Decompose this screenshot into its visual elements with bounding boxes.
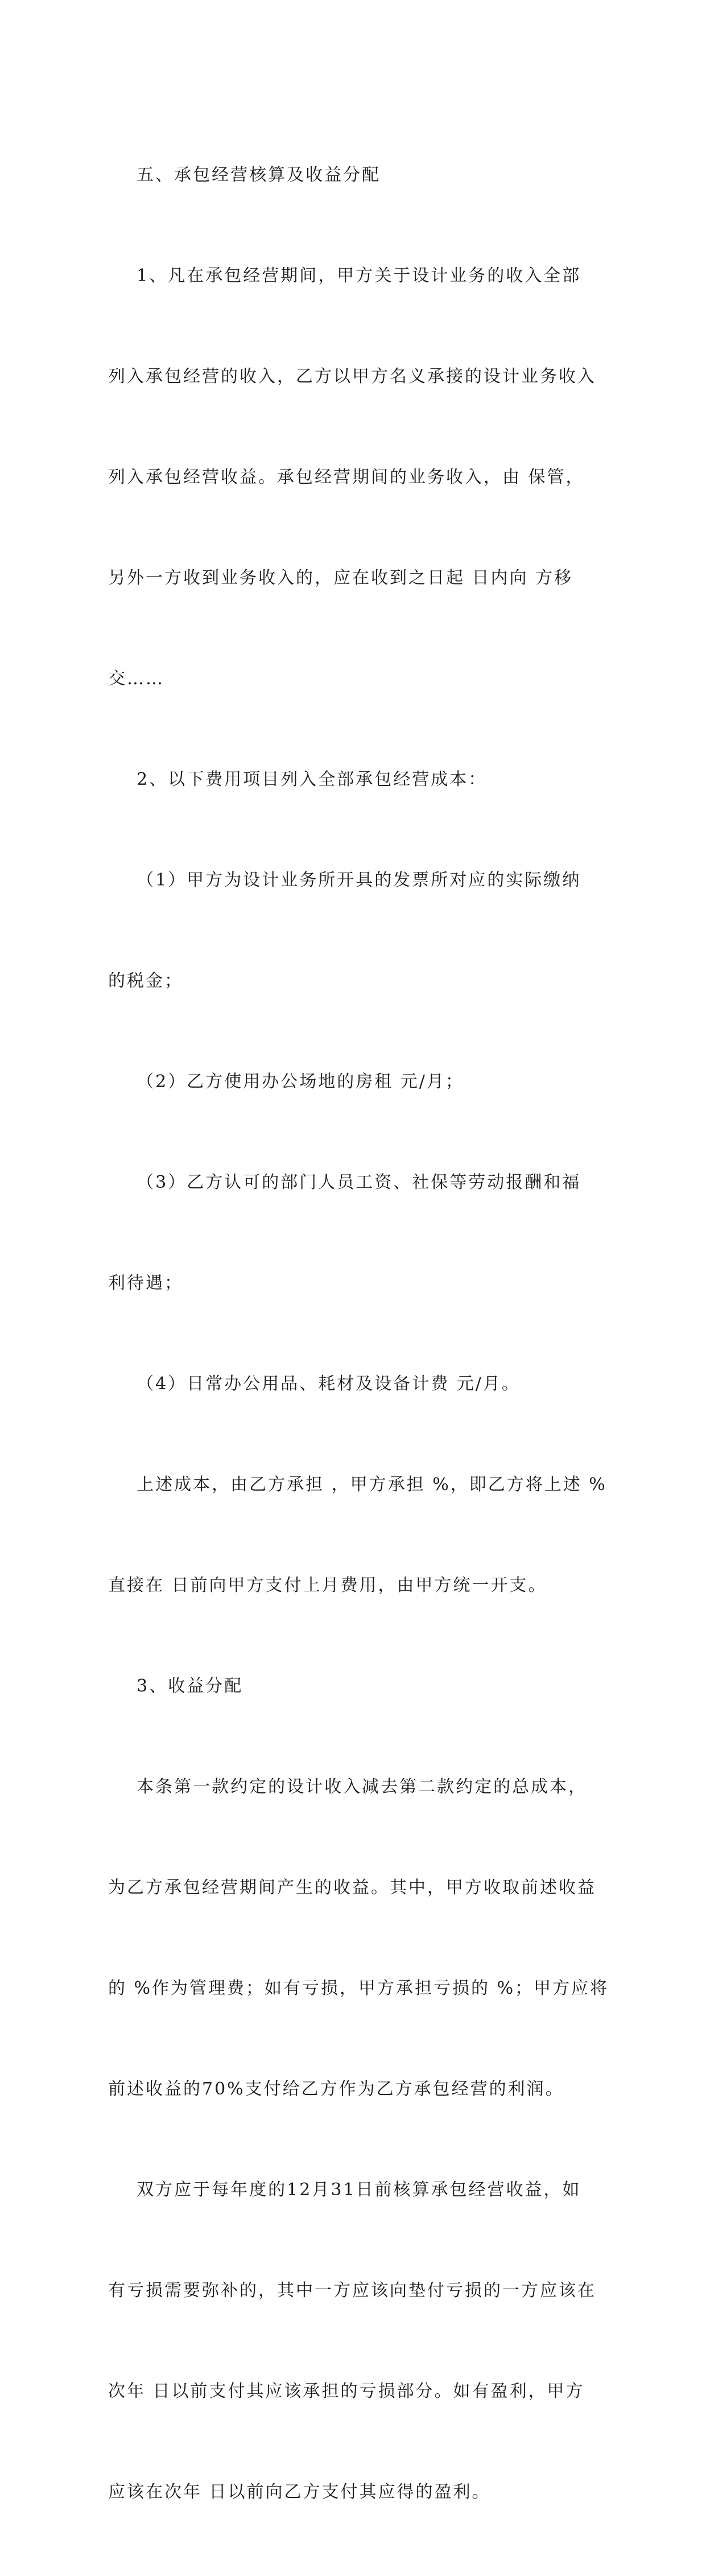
text-line: 列入承包经营的收入，乙方以甲方名义承接的设计业务收入 [108,367,596,386]
section-heading: 五、承包经营核算及收益分配 [108,165,381,185]
text-line: 双方应于每年度的12月31日前核算承包经营收益，如 [108,2180,581,2200]
text-line: 另外一方收到业务收入的，应在收到之日起 日内向 方移 [108,568,573,588]
text-line: 3、收益分配 [108,1676,243,1696]
text-line: 应该在次年 日以前向乙方支付其应得的盈利。 [108,2482,491,2502]
text-line: （4）日常办公用品、耗材及设备计费 元/月。 [108,1374,521,1394]
text-line: 直接在 日前向甲方支付上月费用，由甲方统一开支。 [108,1575,547,1595]
text-line: 次年 日以前支付其应该承担的亏损部分。如有盈利，甲方 [108,2381,585,2401]
text-line: 前述收益的70%支付给乙方作为乙方承包经营的利润。 [108,2079,564,2099]
text-line: 有亏损需要弥补的，其中一方应该向垫付亏损的一方应该在 [108,2281,596,2301]
text-line: 列入承包经营收益。承包经营期间的业务收入，由 保管， [108,467,585,487]
text-line: （2）乙方使用办公场地的房租 元/月； [108,1072,464,1092]
text-line: 1、凡在承包经营期间，甲方关于设计业务的收入全部 [108,266,581,286]
text-line: 的 %作为管理费；如有亏损，甲方承担亏损的 %；甲方应将 [108,1978,609,1998]
text-line: 交…… [108,669,164,689]
text-line: 上述成本，由乙方承担 ，甲方承担 %，即乙方将上述 % [108,1475,607,1495]
document-body [108,91,609,2576]
text-line: 利待遇； [108,1273,183,1293]
text-line: （1）甲方为设计业务所开具的发票所对应的实际缴纳 [108,870,581,890]
text-line: 的税金； [108,971,183,991]
text-line: （3）乙方认可的部门人员工资、社保等劳动报酬和福 [108,1172,581,1192]
text-line: 为乙方承包经营期间产生的收益。其中，甲方收取前述收益 [108,1878,596,1898]
text-line: 2、以下费用项目列入全部承包经营成本： [108,769,488,789]
text-line: 本条第一款约定的设计收入减去第二款约定的总成本， [108,1777,588,1797]
